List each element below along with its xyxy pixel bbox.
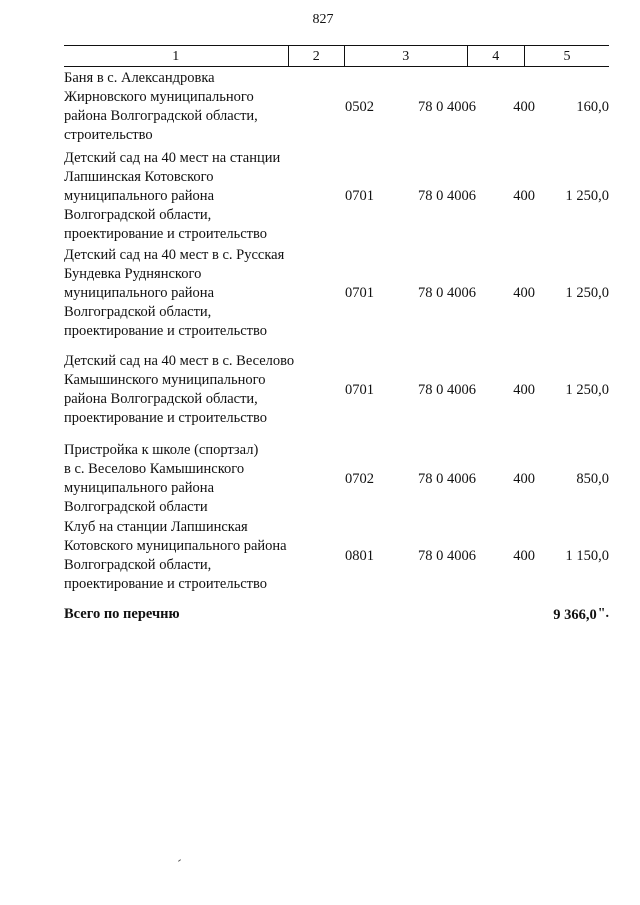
object-name: Детский сад на 40 мест на станции Лапшинская Котовского муниципального района Волгоградской области, проектирование и строительство [64, 150, 281, 242]
object-name: Пристройка к школе (спортзал) в с. Веселово Камышинского муниципального района Волгоградской области [64, 442, 259, 515]
section-code: 0701 [345, 381, 374, 398]
object-name: Баня в с. Александровка Жирновского муниципального района Волгоградской области, строительство [64, 70, 258, 143]
expense-type: 400 [513, 470, 535, 487]
target-code: 78 0 4006 [418, 381, 476, 398]
column-header-3: 3 [344, 46, 467, 66]
table-row [64, 69, 609, 145]
expense-type: 400 [513, 381, 535, 398]
total-value [553, 606, 609, 624]
closing-quote-mark: ". [597, 606, 609, 621]
amount: 1 150,0 [565, 547, 609, 564]
total-amount: 9 366,0 [553, 607, 597, 623]
amount: 1 250,0 [565, 188, 609, 204]
table-header [64, 46, 609, 67]
section-code: 0702 [345, 470, 374, 487]
table-row [64, 149, 609, 244]
amount: 1 250,0 [565, 285, 609, 301]
expense-type: 400 [513, 188, 535, 204]
total-row [64, 606, 609, 624]
amount: 160,0 [576, 98, 609, 115]
object-name: Детский сад на 40 мест в с. Русская Бундевка Руднянского муниципального района Волгоградской области, проектирование и строительство [64, 247, 285, 339]
page-number: 827 [312, 12, 334, 27]
expense-type: 400 [513, 98, 535, 115]
target-code: 78 0 4006 [418, 470, 476, 487]
column-header-2: 2 [288, 46, 344, 66]
table-row [64, 352, 609, 428]
section-code: 0701 [345, 285, 374, 301]
table-row [64, 518, 609, 594]
amount: 850,0 [576, 470, 609, 487]
column-header-1: 1 [172, 49, 180, 64]
object-name: Клуб на станции Лапшинская Котовского муниципального района Волгоградской области, проектирование и строительство [64, 519, 287, 592]
section-code: 0701 [345, 188, 374, 204]
expense-type: 400 [513, 547, 535, 564]
expense-type: 400 [513, 285, 535, 301]
section-code: 0502 [345, 98, 374, 115]
section-code: 0801 [345, 547, 374, 564]
scan-speck [178, 859, 181, 862]
column-header-4: 4 [467, 46, 524, 66]
target-code: 78 0 4006 [418, 547, 476, 564]
table-row [64, 441, 609, 517]
target-code: 78 0 4006 [418, 285, 476, 301]
object-name: Детский сад на 40 мест в с. Веселово Камышинского муниципального района Волгоградской области, проектирование и строительство [64, 353, 295, 426]
target-code: 78 0 4006 [418, 98, 476, 115]
total-label: Всего по перечню [64, 606, 180, 622]
amount: 1 250,0 [565, 381, 609, 398]
table-row [64, 246, 609, 341]
target-code: 78 0 4006 [418, 188, 476, 204]
column-header-5: 5 [524, 46, 609, 66]
